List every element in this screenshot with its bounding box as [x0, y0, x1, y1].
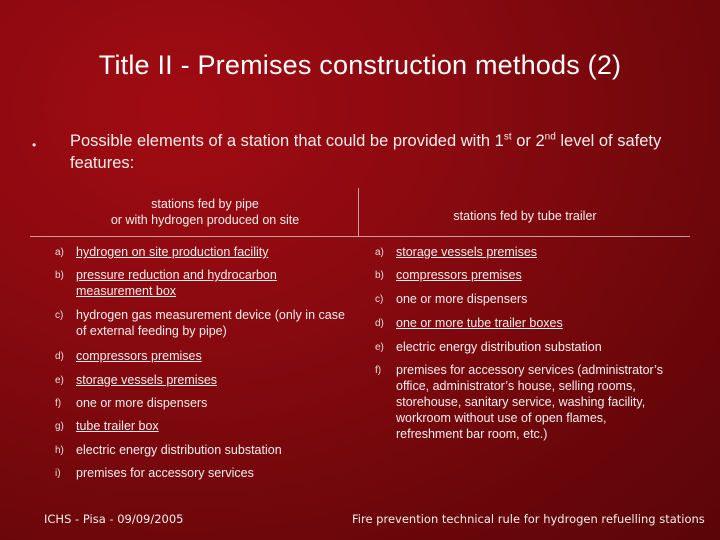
column-divider	[358, 188, 359, 236]
item-text: compressors premises	[76, 349, 202, 363]
item-label: d)	[55, 351, 64, 362]
item-label: e)	[55, 375, 64, 386]
item-label: c)	[55, 310, 64, 321]
intro-text	[70, 130, 690, 174]
item-text: tube trailer box	[76, 419, 159, 433]
item-text: hydrogen on site production facility	[76, 245, 269, 259]
item-label: c)	[375, 294, 384, 305]
item-text: electric energy distribution substation	[76, 443, 282, 457]
item-text: one or more dispensers	[76, 396, 208, 410]
item-text: pressure reduction and hydrocarbon measurement box	[76, 268, 277, 298]
intro-part1: Possible elements of a station that could be provided with 1	[70, 132, 504, 150]
bullet-icon: •	[32, 138, 37, 152]
item-text: compressors premises	[396, 268, 522, 282]
left-column-header	[60, 196, 350, 228]
item-text: storage vessels premises	[76, 373, 218, 387]
footer-conference: ICHS - Pisa - 09/09/2005	[44, 512, 184, 526]
left-header-line1: stations fed by pipe	[151, 197, 259, 211]
header-divider	[30, 236, 690, 237]
intro-sup2: nd	[544, 131, 556, 143]
intro-part3: level of safety features:	[70, 132, 662, 172]
item-label: e)	[375, 342, 384, 353]
item-label: d)	[375, 318, 384, 329]
left-header-line2: or with hydrogen produced on site	[110, 213, 300, 227]
right-column-header: stations fed by tube trailer	[453, 209, 597, 223]
item-label: i)	[55, 468, 61, 479]
item-label: b)	[55, 270, 64, 281]
item-text: premises for accessory services (administrator’s office, administrator’s house, selling rooms, storehouse, sanitary service, washing facility, workroom without use of open flames, refreshment bar room, etc.)	[396, 363, 663, 441]
item-label: b)	[375, 270, 384, 281]
footer-document-title: Fire prevention technical rule for hydrogen refuelling stations	[352, 512, 705, 526]
slide-title: Title II - Premises construction methods (2)	[98, 50, 622, 80]
item-text: one or more tube trailer boxes	[396, 316, 563, 330]
intro-part2: or 2	[511, 132, 545, 150]
item-label: g)	[55, 421, 64, 432]
item-text: premises for accessory services	[76, 466, 254, 480]
item-text: storage vessels premises	[396, 245, 538, 259]
item-label: h)	[55, 445, 64, 456]
item-label: a)	[55, 247, 64, 258]
item-text: hydrogen gas measurement device (only in case of external feeding by pipe)	[76, 308, 345, 338]
intro-sup1: st	[503, 131, 512, 143]
item-label: f)	[375, 365, 382, 376]
item-label: f)	[55, 398, 62, 409]
item-text: one or more dispensers	[396, 292, 528, 306]
item-label: a)	[375, 247, 384, 258]
item-text: electric energy distribution substation	[396, 340, 602, 354]
